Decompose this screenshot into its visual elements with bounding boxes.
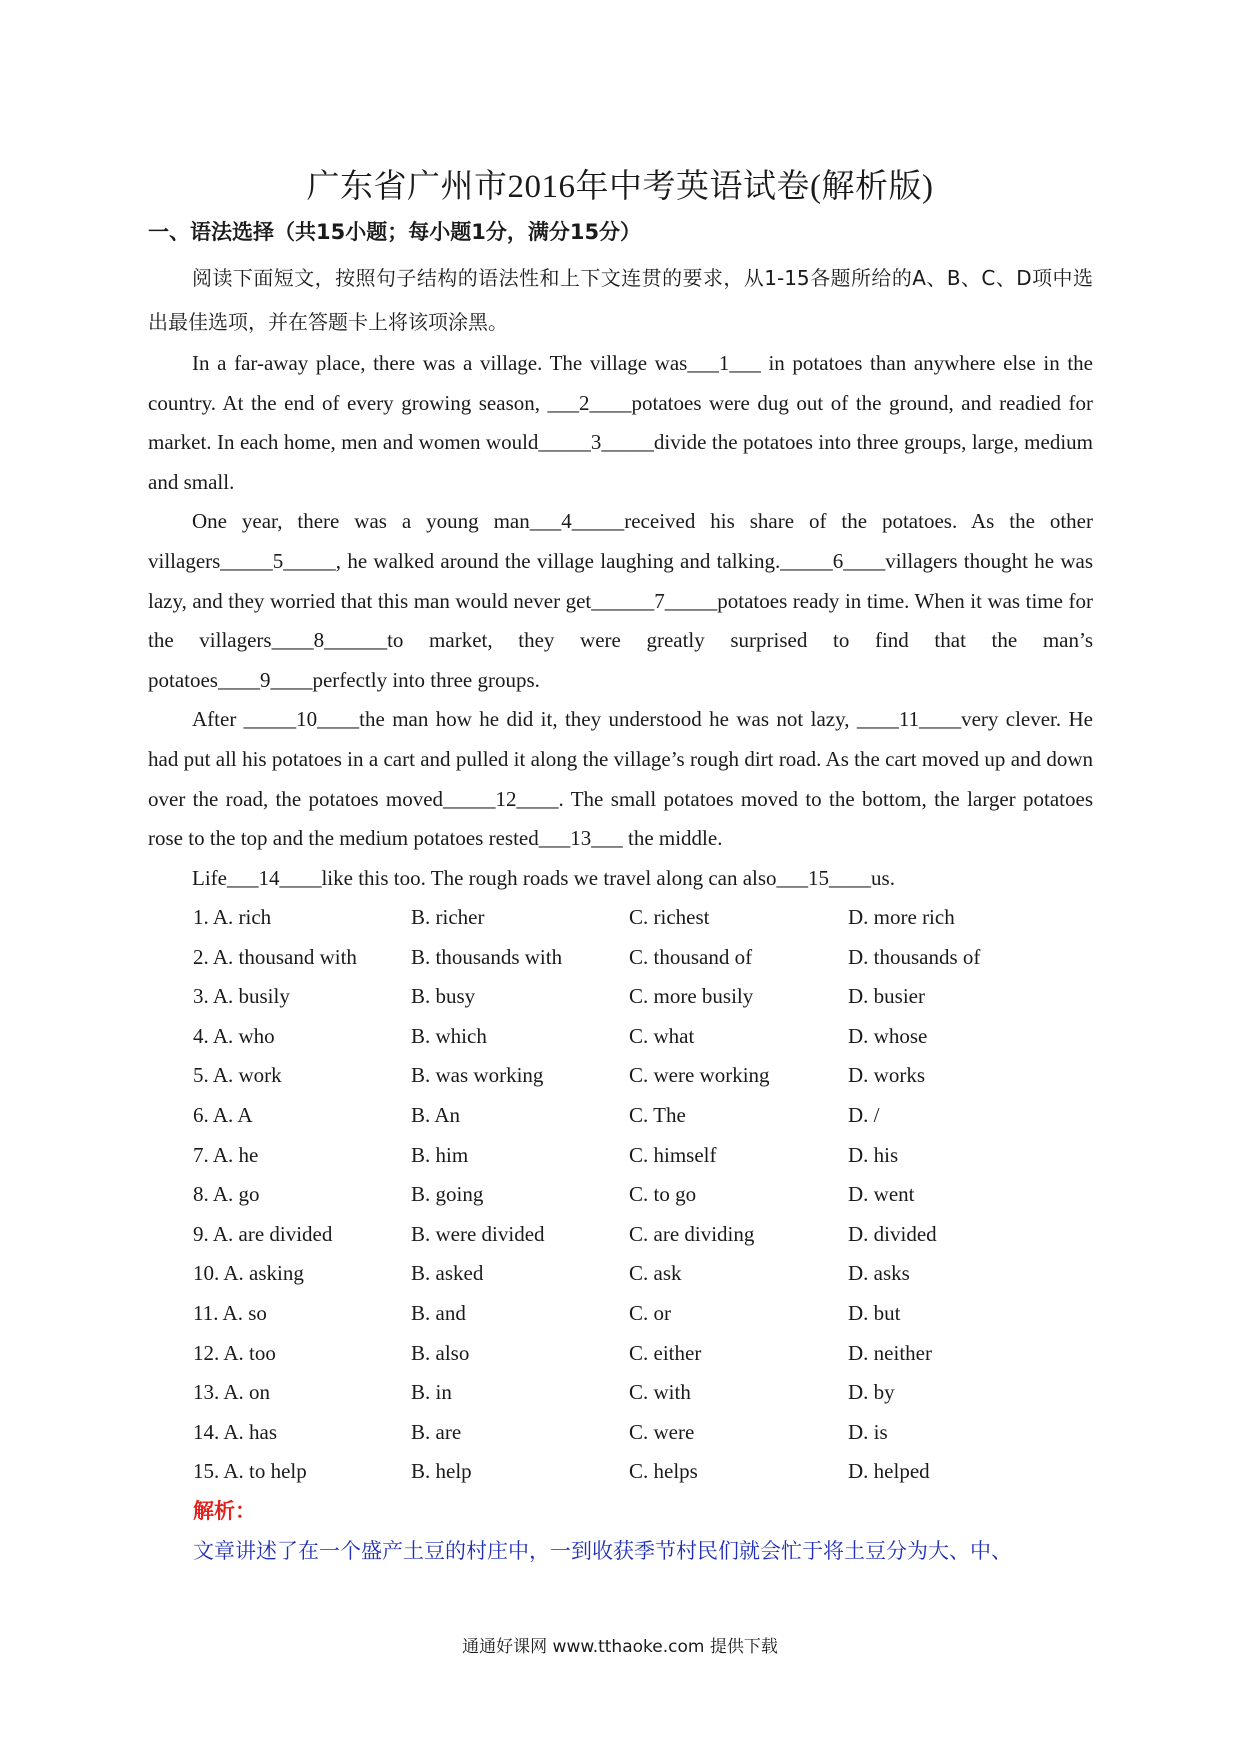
option-d: D. busier	[848, 984, 925, 1009]
option-c: C. The	[629, 1102, 686, 1127]
option-a: 2. A. thousand with	[193, 944, 357, 969]
option-d: D. went	[848, 1182, 915, 1207]
option-b: B. and	[411, 1300, 466, 1325]
question-row	[193, 1017, 1093, 1057]
question-row	[193, 1254, 1093, 1294]
option-d: D. divided	[848, 1221, 937, 1246]
option-d: D. thousands of	[848, 944, 981, 969]
option-c: C. to go	[629, 1182, 697, 1207]
passage-paragraph: Life___14____like this too. The rough roads we travel along can also___15____us.	[192, 865, 895, 890]
question-row	[193, 1136, 1093, 1176]
option-c: C. or	[629, 1300, 671, 1325]
option-b: B. thousands with	[411, 944, 563, 969]
option-d: D. asks	[848, 1261, 910, 1286]
option-a: 8. A. go	[193, 1182, 260, 1207]
option-b: B. richer	[411, 905, 485, 929]
question-row	[193, 1452, 1093, 1492]
option-c: C. ask	[629, 1261, 682, 1286]
option-d: D. his	[848, 1142, 899, 1167]
question-row	[193, 898, 1093, 938]
option-a: 11. A. so	[193, 1300, 267, 1325]
option-c: C. were working	[629, 1063, 770, 1088]
option-b: B. in	[411, 1380, 452, 1405]
question-row	[193, 938, 1093, 978]
option-d: D. by	[848, 1380, 895, 1405]
option-a: 1. A. rich	[193, 905, 272, 929]
instruction	[148, 256, 1093, 344]
passage-paragraph: One year, there was a young man___4_____received his share of the potatoes. As the other villagers_____5_____, he walked around the village laughing and talking._____6____villagers thought he was lazy, and they worried that this man would never get______7_____potatoes ready in time. When it was time for the villagers____8______to market, they were greatly surprised to find that the man’s potatoes____9____perfectly into three groups.	[148, 509, 1093, 692]
page-footer: 通通好课网 www.tthaoke.com 提供下载	[462, 1637, 778, 1657]
analysis-text: 文章讲述了在一个盛产土豆的村庄中，一到收获季节村民们就会忙于将土豆分为大、中、	[193, 1539, 1012, 1563]
option-c: C. are dividing	[629, 1221, 755, 1246]
option-a: 5. A. work	[193, 1063, 282, 1088]
option-b: B. busy	[411, 984, 476, 1009]
option-b: B. also	[411, 1340, 470, 1365]
answer-options	[193, 898, 1093, 1492]
option-b: B. which	[411, 1023, 487, 1048]
option-b: B. was working	[411, 1063, 544, 1088]
option-c: C. helps	[629, 1459, 698, 1484]
option-a: 14. A. has	[193, 1419, 277, 1444]
option-c: C. what	[629, 1023, 695, 1048]
passage-paragraph: After _____10____the man how he did it, they understood he was not lazy, ____11____very clever. He had put all his potatoes in a cart and pulled it along the village’s rough dirt road. As the cart moved up and down over the road, the potatoes moved_____12____. The small potatoes moved to the bottom, the larger potatoes rose to the top and the medium potatoes rested___13___ the middle.	[148, 707, 1093, 851]
question-row	[193, 1056, 1093, 1096]
analysis-label: 解析：	[193, 1499, 256, 1523]
option-d: D. but	[848, 1300, 901, 1325]
option-c: C. himself	[629, 1142, 717, 1167]
question-row	[193, 1413, 1093, 1453]
option-d: D. /	[848, 1102, 880, 1127]
option-d: D. neither	[848, 1340, 932, 1365]
option-c: C. more busily	[629, 984, 754, 1009]
section-heading: 一、语法选择（共15小题；每小题1分，满分15分）	[148, 220, 642, 244]
option-b: B. An	[411, 1102, 461, 1127]
option-b: B. are	[411, 1419, 462, 1444]
option-a: 7. A. he	[193, 1142, 259, 1167]
question-row	[193, 1373, 1093, 1413]
option-d: D. is	[848, 1419, 888, 1444]
option-a: 4. A. who	[193, 1023, 275, 1048]
option-c: C. thousand of	[629, 944, 753, 969]
page-title: 广东省广州市2016年中考英语试卷(解析版)	[306, 169, 934, 205]
option-c: C. with	[629, 1380, 691, 1405]
option-b: B. asked	[411, 1261, 484, 1286]
option-a: 3. A. busily	[193, 984, 290, 1009]
option-a: 15. A. to help	[193, 1459, 307, 1484]
question-row	[193, 1096, 1093, 1136]
instruction-text: 阅读下面短文，按照句子结构的语法性和上下文连贯的要求，从1-15各题所给的A、B、C、D项中选出最佳选项，并在答题卡上将该项涂黑。	[148, 266, 1093, 334]
question-row	[193, 1215, 1093, 1255]
option-a: 6. A. A	[193, 1102, 253, 1127]
question-row	[193, 977, 1093, 1017]
question-row	[193, 1294, 1093, 1334]
option-a: 12. A. too	[193, 1340, 276, 1365]
option-b: B. him	[411, 1142, 469, 1167]
reading-passage	[148, 344, 1093, 898]
option-d: D. whose	[848, 1023, 928, 1048]
passage-paragraph: In a far-away place, there was a village. The village was___1___ in potatoes than anywhere else in the country. At the end of every growing season, ___2____potatoes were dug out of the ground, and readied for market. In each home, men and women would_____3_____divide the potatoes into three groups, large, medium and small.	[148, 351, 1093, 494]
question-row	[193, 1175, 1093, 1215]
option-b: B. going	[411, 1182, 484, 1207]
option-a: 9. A. are divided	[193, 1221, 333, 1246]
option-d: D. works	[848, 1063, 925, 1088]
option-c: C. were	[629, 1419, 695, 1444]
option-b: B. help	[411, 1459, 472, 1484]
question-row	[193, 1334, 1093, 1374]
option-c: C. either	[629, 1340, 702, 1365]
option-b: B. were divided	[411, 1221, 545, 1246]
option-a: 13. A. on	[193, 1380, 271, 1405]
option-d: D. helped	[848, 1459, 930, 1484]
option-a: 10. A. asking	[193, 1261, 304, 1286]
option-c: C. richest	[629, 905, 710, 929]
option-d: D. more rich	[848, 905, 955, 929]
